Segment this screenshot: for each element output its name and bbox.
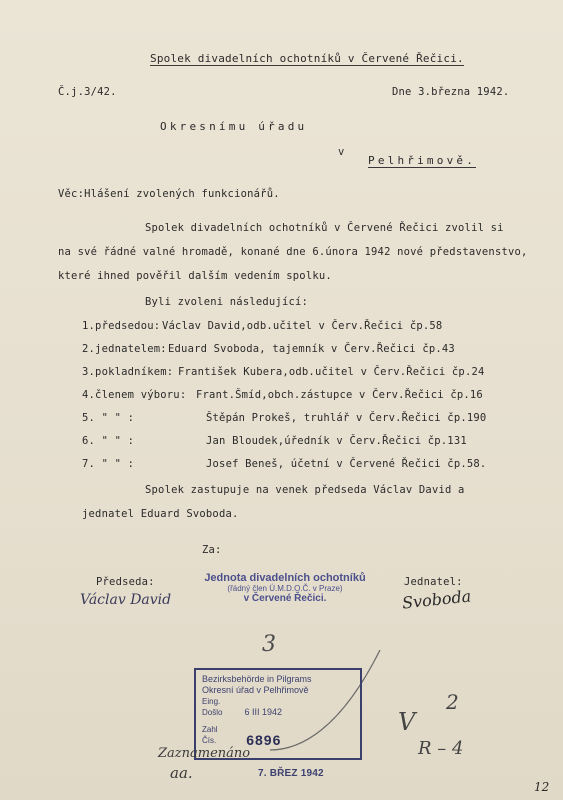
member-person: Eduard Svoboda, tajemník v Červ.Řečici čp.43: [168, 343, 455, 355]
member-role: 6. " " :: [82, 435, 135, 447]
handwritten-aa: aa.: [170, 764, 193, 782]
chair-signature: Václav David: [80, 592, 172, 608]
representation-line-1: Spolek zastupuje na venek předseda Václav David a: [145, 484, 465, 496]
subject-line: Věc:Hlášení zvolených funkcionářů.: [58, 188, 280, 200]
member-role: 4.členem výboru:: [82, 389, 187, 401]
handwritten-r4: R – 4: [418, 738, 464, 759]
member-person: Štěpán Prokeš, truhlář v Červ.Řečici čp.190: [206, 412, 487, 424]
member-role: 5. " " :: [82, 412, 135, 424]
member-role: 7. " " :: [82, 458, 135, 470]
member-role: 2.jednatelem:: [82, 343, 167, 355]
member-person: František Kubera,odb.učitel v Červ.Řečici čp.24: [178, 366, 485, 378]
office-stamp-line: Došlo: [202, 708, 223, 717]
secretary-signature: Svoboda: [401, 586, 473, 613]
member-person: Václav David,odb.učitel v Červ.Řečici čp.58: [162, 320, 443, 332]
document-date: Dne 3.března 1942.: [392, 86, 510, 98]
elected-intro: Byli zvoleni následující:: [145, 296, 309, 308]
representation-line-2: jednatel Eduard Svoboda.: [82, 508, 239, 520]
office-stamp-date: 6 III 1942: [244, 707, 282, 717]
member-role: 3.pokladníkem:: [82, 366, 174, 378]
secretary-label: Jednatel:: [404, 576, 463, 588]
handwritten-v: V: [398, 708, 416, 736]
association-stamp-line: Jednota divadelních ochotníků: [204, 572, 366, 584]
handwritten-zaznamenano: Zaznamenáno: [158, 746, 251, 761]
association-stamp-line: v Červené Řečici.: [243, 593, 327, 604]
handwritten-2: 2: [446, 690, 459, 714]
association-title: Spolek divadelních ochotníků v Červené Řečici.: [150, 52, 464, 65]
office-stamp-line: Bezirksbehörde in Pilgrams: [202, 674, 312, 684]
date-stamp: 7. BŘEZ 1942: [258, 768, 324, 779]
addressee-preposition: v: [338, 146, 345, 158]
body-line-2: na své řádné valné hromadě, konané dne 6.února 1942 nové představenstvo,: [58, 246, 528, 258]
office-stamp-number: 6896: [246, 732, 282, 748]
office-stamp-line: Zahl: [202, 725, 218, 734]
association-stamp: [200, 572, 370, 604]
body-line-1: Spolek divadelních ochotníků v Červené Řečici zvolil si: [145, 222, 504, 234]
page-number: 12: [534, 780, 550, 794]
office-stamp-line: Eing.: [202, 697, 221, 706]
on-behalf-label: Za:: [202, 544, 222, 556]
body-line-3: které ihned pověřil dalším vedením spolku.: [58, 270, 332, 282]
member-person: Jan Bloudek,úředník v Červ.Řečici čp.131: [206, 435, 467, 447]
association-stamp-line: (řádný člen Ú.M.D.O.Č. v Praze): [227, 584, 343, 593]
handwritten-3: 3: [262, 632, 276, 657]
member-role: 1.předsedou:: [82, 320, 161, 332]
reference-number: Č.j.3/42.: [58, 86, 117, 98]
member-person: Frant.Šmíd,obch.zástupce v Červ.Řečici čp.16: [196, 389, 483, 401]
member-person: Josef Beneš, účetní v Červené Řečici čp.58.: [206, 458, 487, 470]
addressee-office: Okresnímu úřadu: [160, 120, 308, 133]
chair-label: Předseda:: [96, 576, 155, 588]
office-stamp-line: Čís.: [202, 736, 217, 745]
office-stamp-line: Okresní úřad v Pelhřimově: [202, 685, 309, 695]
addressee-town: Pelhřimově.: [368, 154, 477, 167]
